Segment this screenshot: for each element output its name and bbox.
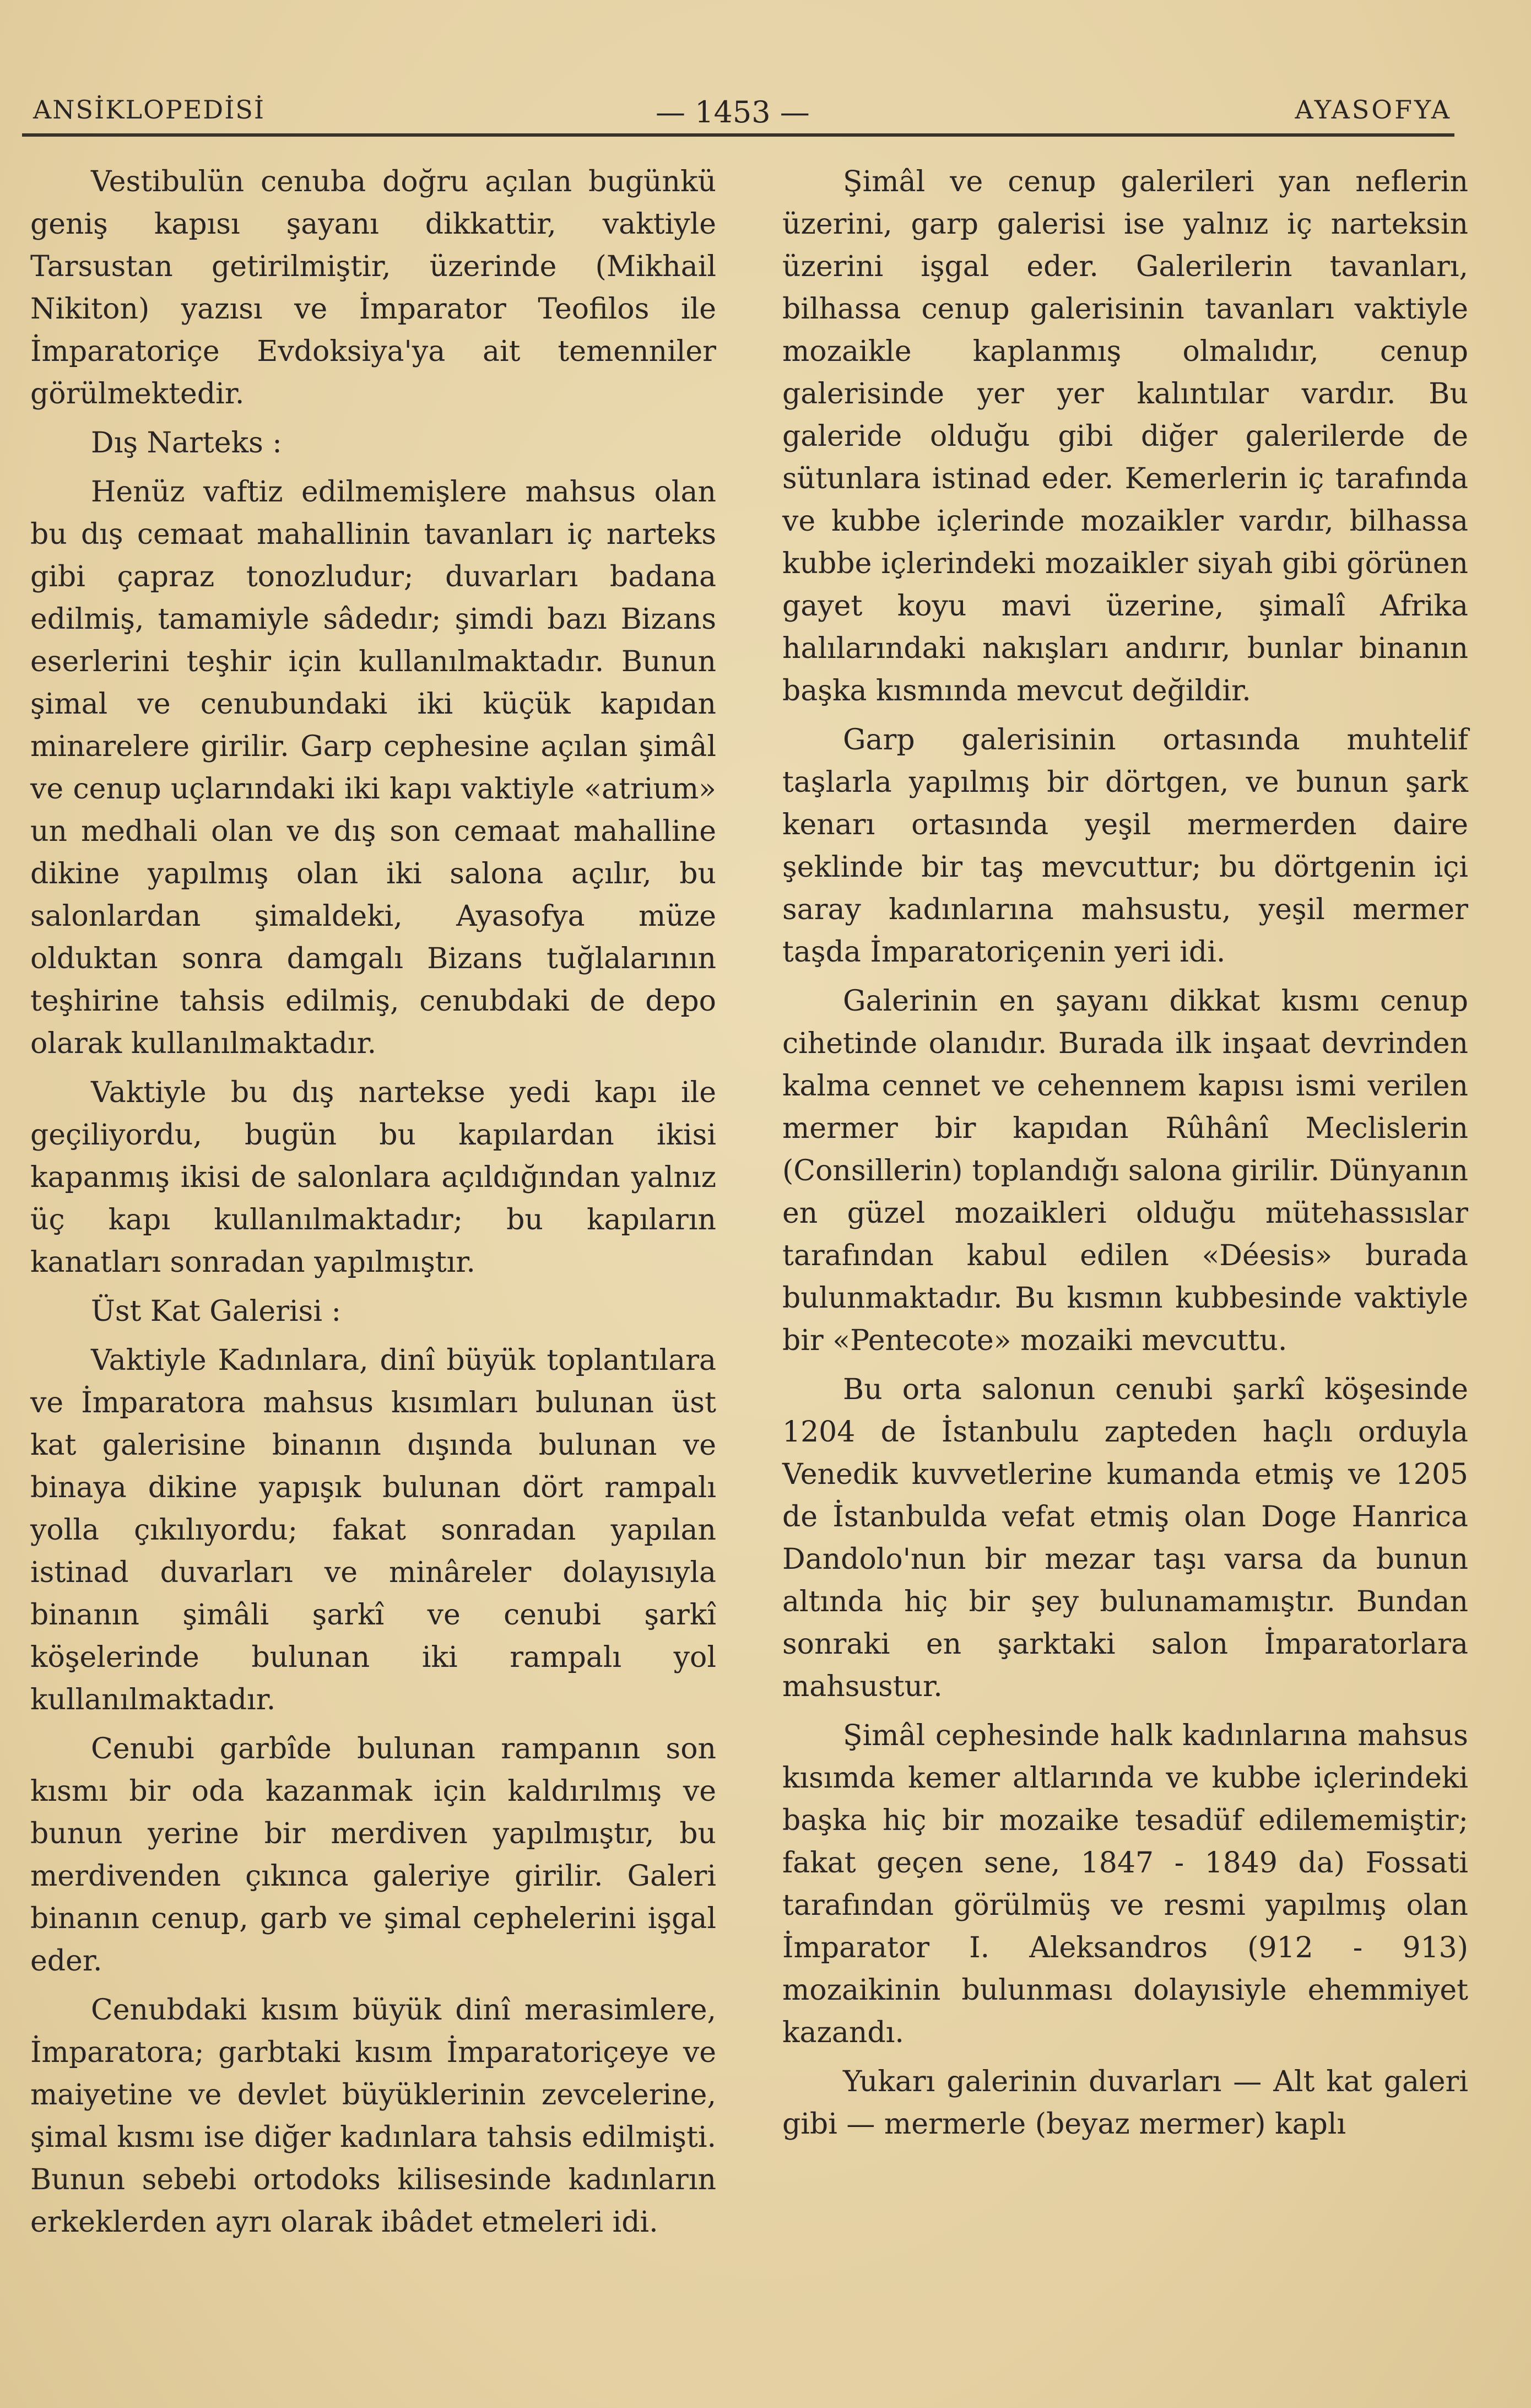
paragraph: Yukarı galerinin duvarları — Alt kat galeri gibi — mermerle (beyaz mermer) kaplı	[782, 2065, 1468, 2141]
paragraph: Cenubi garbîde bulunan rampanın son kısmı bir oda kazanmak için kaldırılmış ve bunun yerine bir merdiven yapılmıştır, bu merdivenden çıkınca galeriye girilir. Galeri binanın cenup, garb ve şimal cephelerini işgal eder.	[30, 1732, 716, 1978]
left-column	[30, 161, 716, 2250]
section-heading: Dış Narteks :	[91, 426, 282, 460]
paragraph: Galerinin en şayanı dikkat kısmı cenup cihetinde olanıdır. Burada ilk inşaat devrinden kalma cennet ve cehennem kapısı ismi verilen mermer bir kapıdan Rûhânî Meclislerin (Consillerin) toplandığı salona girilir. Dünyanın en güzel mozaikleri olduğu mütehassıslar tarafından kabul edilen «Déesis» burada bulunmaktadır. Bu kısmın kubbesinde vaktiyle bir «Pentecote» mozaiki mevcuttu.	[782, 985, 1468, 1357]
paragraph: Bu orta salonun cenubi şarkî köşesinde 1204 de İstanbulu zapteden haçlı orduyla Venedik kuvvetlerine kumanda etmiş ve 1205 de İstanbulda vefat etmiş olan Doge Hanrica Dandolo'nun bir mezar taşı varsa da bunun altında hiç bir şey bulunamamıştır. Bundan sonraki en şarktaki salon İmparatorlara mahsustur.	[782, 1373, 1468, 1703]
paragraph: Henüz vaftiz edilmemişlere mahsus olan bu dış cemaat mahallinin tavanları iç narteks gibi çapraz tonozludur; duvarları badana edilmiş, tamamiyle sâdedır; şimdi bazı Bizans eserlerini teşhir için kullanılmaktadır. Bunun şimal ve cenubundaki iki küçük kapıdan minarelere girilir. Garp cephesine açılan şimâl ve cenup uçlarındaki iki kapı vaktiyle «atrium» un medhali olan ve dış son cemaat mahalline dikine yapılmış olan iki salona açılır, bu salonlardan şimaldeki, Ayasofya müze olduktan sonra damgalı Bizans tuğlalarının teşhirine tahsis edilmiş, cenubdaki de depo olarak kullanılmaktadır.	[30, 476, 716, 1060]
header-left-title: ANSİKLOPEDİSİ	[33, 95, 266, 125]
right-column	[782, 161, 1468, 2152]
header-rule	[22, 133, 1454, 137]
paragraph: Garp galerisinin ortasında muhtelif taşlarla yapılmış bir dörtgen, ve bunun şark kenarı ortasında yeşil mermerden daire şeklinde bir taş mevcuttur; bu dörtgenin içi saray kadınlarına mahsustu, yeşil mermer taşda İmparatoriçenin yeri idi.	[782, 724, 1468, 969]
paragraph: Vestibulün cenuba doğru açılan bugünkü geniş kapısı şayanı dikkattir, vaktiyle Tarsustan getirilmiştir, üzerinde (Mikhail Nikiton) yazısı ve İmparator Teofilos ile İmparatoriçe Evdoksiya'ya ait temenniler görülmektedir.	[30, 165, 716, 411]
paragraph: Şimâl cephesinde halk kadınlarına mahsus kısımda kemer altlarında ve kubbe içlerindeki başka hiç bir mozaike tesadüf edilememiştir; fakat geçen sene, 1847 - 1849 da) Fossati tarafından görülmüş ve resmi yapılmış olan İmparator I. Aleksandros (912 - 913) mozaikinin bulunması dolayısiyle ehemmiyet kazandı.	[782, 1719, 1468, 2049]
paragraph: Cenubdaki kısım büyük dinî merasimlere, İmparatora; garbtaki kısım İmparatoriçeye ve maiyetine ve devlet büyüklerinin zevcelerine, şimal kısmı ise diğer kadınlara tahsis edilmişti. Bunun sebebi ortodoks kilisesinde kadınların erkeklerden ayrı olarak ibâdet etmeleri idi.	[30, 1994, 716, 2239]
running-header	[33, 89, 1452, 139]
paragraph: Vaktiyle bu dış nartekse yedi kapı ile geçiliyordu, bugün bu kapılardan ikisi kapanmış ikisi de salonlara açıldığından yalnız üç kapı kullanılmaktadır; bu kapıların kanatları sonradan yapılmıştır.	[30, 1076, 716, 1279]
page-number: — 1453 —	[656, 95, 810, 129]
header-right-title: AYASOFYA	[1295, 95, 1452, 125]
section-heading: Üst Kat Galerisi :	[91, 1295, 342, 1328]
paragraph: Vaktiyle Kadınlara, dinî büyük toplantılara ve İmparatora mahsus kısımları bulunan üst kat galerisine binanın dışında bulunan ve binaya dikine yapışık bulunan dört rampalı yolla çıkılıyordu; fakat sonradan yapılan istinad duvarları ve minâreler dolayısıyla binanın şimâli şarkî ve cenubi şarkî köşelerinde bulunan iki rampalı yol kullanılmaktadır.	[30, 1344, 716, 1716]
paragraph: Şimâl ve cenup galerileri yan neflerin üzerini, garp galerisi ise yalnız iç narteksin üzerini işgal eder. Galerilerin tavanları, bilhassa cenup galerisinin tavanları vaktiyle mozaikle kaplanmış olmalıdır, cenup galerisinde yer yer kalıntılar vardır. Bu galeride olduğu gibi diğer galerilerde de sütunlara istinad eder. Kemerlerin iç tarafında ve kubbe içlerinde mozaikler vardır, bilhassa kubbe içlerindeki mozaikler siyah gibi görünen gayet koyu mavi üzerine, şimalî Afrika halılarındaki nakışları andırır, bunlar binanın başka kısmında mevcut değildir.	[782, 165, 1468, 708]
